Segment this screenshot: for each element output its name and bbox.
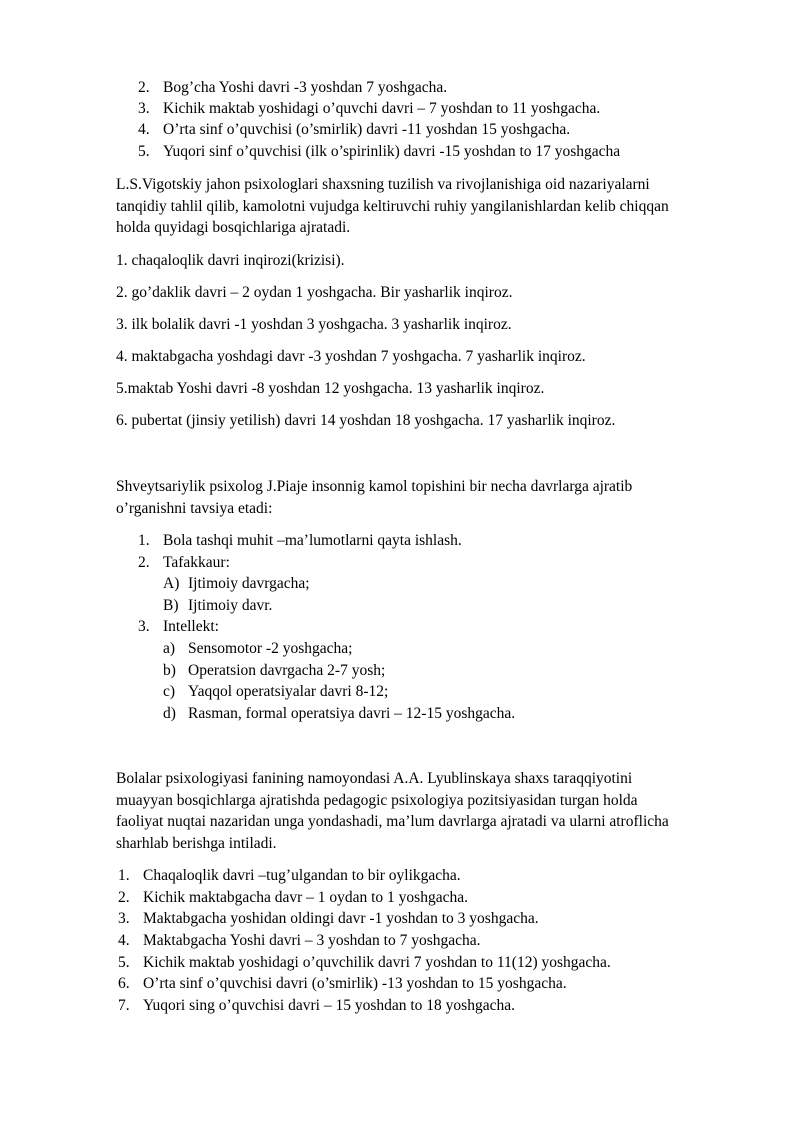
sub-item: Rasman, formal operatsiya davri – 12-15 yoshgacha. bbox=[188, 705, 516, 722]
list-item-number: 2. bbox=[138, 554, 150, 571]
list-item-number: 2. bbox=[118, 889, 130, 906]
list-item-number: 7. bbox=[118, 997, 130, 1014]
list-item: Tafakkaur: bbox=[163, 554, 230, 571]
list-item-number: 5. bbox=[118, 954, 130, 971]
paragraph-line: Bolalar psixologiyasi fanining namoyondasi A.A. Lyublinskaya shaxs taraqqiyotini bbox=[116, 770, 633, 787]
sub-item: Yaqqol operatsiyalar davri 8-12; bbox=[188, 683, 389, 700]
list-item: Kichik maktab yoshidagi o’quvchi davri – 7 yoshdan to 11 yoshgacha. bbox=[163, 100, 601, 117]
paragraph-line: faoliyat nuqtai nazaridan unga yondashadi, ma’lum davrlarga ajratadi va ularni atroflicha bbox=[116, 813, 669, 830]
list-item: Bola tashqi muhit –ma’lumotlarni qayta ishlash. bbox=[163, 532, 462, 549]
list-item: Chaqaloqlik davri –tug’ulgandan to bir oylikgacha. bbox=[143, 867, 461, 884]
sub-item: Ijtimoiy davr. bbox=[188, 597, 273, 614]
list-item: Yuqori sinf o’quvchisi (ilk o’spirinlik) davri -15 yoshdan to 17 yoshgacha bbox=[163, 143, 621, 160]
list-item: Bog’cha Yoshi davri -3 yoshdan 7 yoshgacha. bbox=[163, 79, 448, 96]
sub-item: Operatsion davrgacha 2-7 yosh; bbox=[188, 662, 386, 679]
list-item-number: 1. bbox=[138, 532, 150, 549]
list-item: Kichik maktab yoshidagi o’quvchilik davri 7 yoshdan to 11(12) yoshgacha. bbox=[143, 954, 611, 971]
paragraph-line: holda quyidagi bosqichlariga ajratadi. bbox=[116, 219, 351, 236]
paragraph-line: tanqidiy tahlil qilib, kamolotni vujudga keltiruvchi ruhiy yangilanishlardan kelib chiqqan bbox=[116, 198, 669, 215]
list-item: Intellekt: bbox=[163, 618, 219, 635]
sub-item-letter: a) bbox=[163, 640, 176, 657]
list-item: Yuqori sing o’quvchisi davri – 15 yoshdan to 18 yoshgacha. bbox=[143, 997, 515, 1014]
list-item: 6. pubertat (jinsiy yetilish) davri 14 yoshdan 18 yoshgacha. 17 yasharlik inqiroz. bbox=[116, 412, 616, 429]
sub-item-letter: b) bbox=[163, 662, 176, 679]
list-item-number: 4. bbox=[138, 121, 150, 138]
sub-item-letter: d) bbox=[163, 705, 176, 722]
sub-item: Ijtimoiy davrgacha; bbox=[188, 575, 310, 592]
list-item-number: 3. bbox=[138, 100, 150, 117]
sub-item: Sensomotor -2 yoshgacha; bbox=[188, 640, 353, 657]
list-item: Kichik maktabgacha davr – 1 oydan to 1 yoshgacha. bbox=[143, 889, 468, 906]
list-item: 1. chaqaloqlik davri inqirozi(krizisi). bbox=[116, 252, 345, 269]
list-item: 4. maktabgacha yoshdagi davr -3 yoshdan 7 yoshgacha. 7 yasharlik inqiroz. bbox=[116, 348, 586, 365]
list-item: 2. go’daklik davri – 2 oydan 1 yoshgacha. Bir yasharlik inqiroz. bbox=[116, 284, 513, 301]
list-item: 3. ilk bolalik davri -1 yoshdan 3 yoshgacha. 3 yasharlik inqiroz. bbox=[116, 316, 512, 333]
list-item-number: 6. bbox=[118, 975, 130, 992]
list-item: Maktabgacha Yoshi davri – 3 yoshdan to 7 yoshgacha. bbox=[143, 932, 481, 949]
paragraph-line: o’rganishni tavsiya etadi: bbox=[116, 500, 273, 517]
list-item: O’rta sinf o’quvchisi (o’smirlik) davri -11 yoshdan 15 yoshgacha. bbox=[163, 121, 571, 138]
sub-item-letter: B) bbox=[163, 597, 179, 614]
list-item-number: 4. bbox=[118, 932, 130, 949]
list-item-number: 3. bbox=[118, 910, 130, 927]
list-item: O’rta sinf o’quvchisi davri (o’smirlik) -13 yoshdan to 15 yoshgacha. bbox=[143, 975, 567, 992]
list-item-number: 2. bbox=[138, 79, 150, 96]
paragraph-line: L.S.Vigotskiy jahon psixologlari shaxsning tuzilish va rivojlanishiga oid nazariyalarni bbox=[116, 176, 650, 193]
list-item-number: 3. bbox=[138, 618, 150, 635]
list-item: 5.maktab Yoshi davri -8 yoshdan 12 yoshgacha. 13 yasharlik inqiroz. bbox=[116, 380, 545, 397]
list-item-number: 5. bbox=[138, 143, 150, 160]
paragraph-line: sharhlab berishga intiladi. bbox=[116, 835, 277, 852]
list-item: Maktabgacha yoshidan oldingi davr -1 yoshdan to 3 yoshgacha. bbox=[143, 910, 539, 927]
sub-item-letter: c) bbox=[163, 683, 176, 700]
sub-item-letter: A) bbox=[163, 575, 180, 592]
paragraph-line: muayyan bosqichlarga ajratishda pedagogic psixologiya pozitsiyasidan turgan holda bbox=[116, 792, 638, 809]
paragraph-line: Shveytsariylik psixolog J.Piaje insonnig kamol topishini bir necha davrlarga ajratib bbox=[116, 478, 633, 495]
list-item-number: 1. bbox=[118, 867, 130, 884]
